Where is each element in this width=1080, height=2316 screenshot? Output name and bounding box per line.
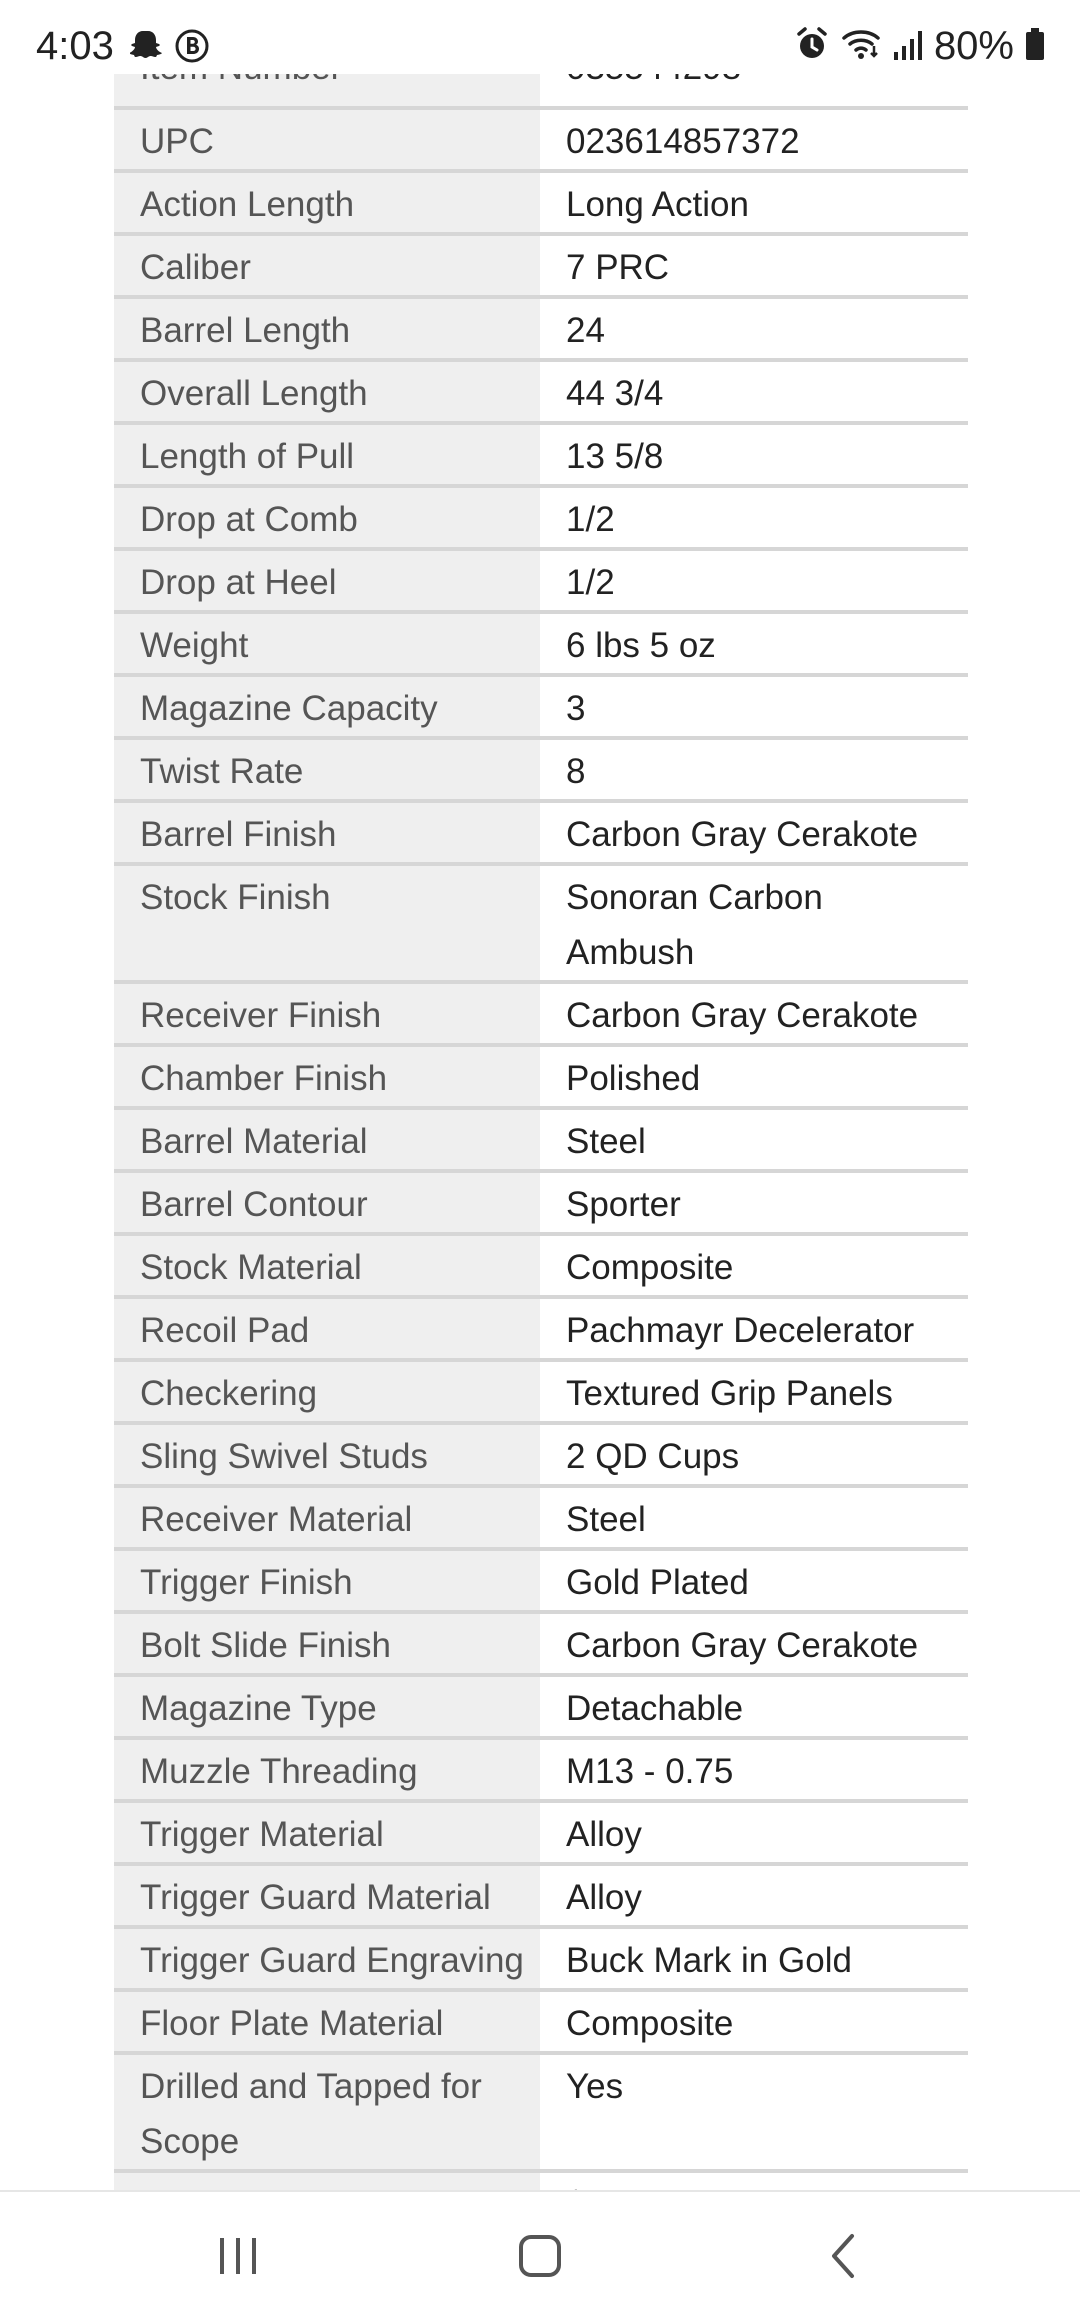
- spec-row-drop-at-comb: [114, 488, 968, 551]
- spec-row-chamber-finish: [114, 1047, 968, 1110]
- spec-row-barrel-length: [114, 299, 968, 362]
- spec-value: Composite: [540, 1992, 968, 2051]
- spec-row-receiver-material: [114, 1488, 968, 1551]
- spec-value: 13 5/8: [540, 425, 968, 484]
- spec-row-muzzle-threading: [114, 1740, 968, 1803]
- spec-value: Alloy: [540, 1803, 968, 1862]
- spec-value: Carbon Gray Cerakote: [540, 984, 968, 1043]
- spec-row-trigger-guard-engraving: [114, 1929, 968, 1992]
- spec-value: M13 - 0.75: [540, 1740, 968, 1799]
- spec-row-length-of-pull: [114, 425, 968, 488]
- spec-row-floor-plate-material: [114, 1992, 968, 2055]
- alarm-icon: [794, 26, 830, 67]
- spec-row-barrel-finish: [114, 803, 968, 866]
- spec-value: Sporter: [540, 1173, 968, 1232]
- spec-value: Yes: [540, 2055, 968, 2169]
- spec-row-overall-length: [114, 362, 968, 425]
- spec-row-trigger-finish: [114, 1551, 968, 1614]
- spec-label: Barrel Finish: [114, 803, 540, 862]
- status-time: 4:03: [36, 24, 114, 68]
- spec-row-stock-finish: [114, 866, 968, 984]
- spec-row-drilled-and-tapped: [114, 2055, 968, 2173]
- spec-value: Sonoran Carbon Ambush: [540, 866, 968, 980]
- spec-row-recoil-pad: [114, 1299, 968, 1362]
- status-right: [794, 22, 1046, 70]
- spec-value: Pachmayr Decelerator: [540, 1299, 968, 1358]
- battery-percent: 80%: [933, 24, 1014, 68]
- spec-value: 6 lbs 5 oz: [540, 614, 968, 673]
- spec-label: Magazine Type: [114, 1677, 540, 1736]
- spec-row-bolt-slide-finish: [114, 1614, 968, 1677]
- back-icon: [824, 2232, 864, 2285]
- spec-label: Muzzle Threading: [114, 1740, 540, 1799]
- spec-row-drop-at-heel: [114, 551, 968, 614]
- spec-row-magazine-capacity: [114, 677, 968, 740]
- spec-label: Trigger Guard Engraving: [114, 1929, 540, 1988]
- spec-row-caliber: [114, 236, 968, 299]
- recents-icon: [216, 2236, 260, 2281]
- back-button[interactable]: [804, 2218, 884, 2298]
- spec-value: 023614857372: [540, 110, 968, 169]
- spec-label: Stock Material: [114, 1236, 540, 1295]
- spec-label: Trigger Finish: [114, 1551, 540, 1610]
- spec-value: Carbon Gray Cerakote: [540, 803, 968, 862]
- spec-row-upc: [114, 110, 968, 173]
- spec-row-stock-material: [114, 1236, 968, 1299]
- spec-row-barrel-contour: [114, 1173, 968, 1236]
- spec-label: Trigger Material: [114, 1803, 540, 1862]
- home-icon: [518, 2234, 562, 2283]
- spec-value: Buck Mark in Gold: [540, 1929, 968, 1988]
- spec-label: Recoil Pad: [114, 1299, 540, 1358]
- spec-row-trigger-material: [114, 1803, 968, 1866]
- recents-button[interactable]: [198, 2218, 278, 2298]
- spec-value: 44 3/4: [540, 362, 968, 421]
- spec-label: Sling Swivel Studs: [114, 1425, 540, 1484]
- spec-row-receiver-finish: [114, 984, 968, 1047]
- b-badge-icon: [174, 28, 210, 69]
- spec-table: [114, 50, 968, 2236]
- spec-label: Caliber: [114, 236, 540, 295]
- wifi-icon: [840, 26, 882, 67]
- spec-value: Composite: [540, 1236, 968, 1295]
- spec-value: Polished: [540, 1047, 968, 1106]
- spec-value: 1/2: [540, 551, 968, 610]
- spec-label: Floor Plate Material: [114, 1992, 540, 2051]
- spec-label: Action Length: [114, 173, 540, 232]
- spec-value: Gold Plated: [540, 1551, 968, 1610]
- spec-row-barrel-material: [114, 1110, 968, 1173]
- spec-value: Steel: [540, 1488, 968, 1547]
- spec-label: Weight: [114, 614, 540, 673]
- spec-value: 1/2: [540, 488, 968, 547]
- system-nav-bar: [0, 2190, 1080, 2316]
- spec-value: 3: [540, 677, 968, 736]
- spec-value: 2 QD Cups: [540, 1425, 968, 1484]
- status-bar: [0, 0, 1080, 74]
- spec-value: Alloy: [540, 1866, 968, 1925]
- spec-label: Magazine Capacity: [114, 677, 540, 736]
- home-button[interactable]: [500, 2218, 580, 2298]
- spec-label: Twist Rate: [114, 740, 540, 799]
- spec-value: 8: [540, 740, 968, 799]
- spec-label: Barrel Material: [114, 1110, 540, 1169]
- spec-value: Long Action: [540, 173, 968, 232]
- spec-label: Trigger Guard Material: [114, 1866, 540, 1925]
- spec-value: Carbon Gray Cerakote: [540, 1614, 968, 1673]
- spec-label: Barrel Contour: [114, 1173, 540, 1232]
- spec-row-weight: [114, 614, 968, 677]
- spec-label: Checkering: [114, 1362, 540, 1421]
- spec-label: Chamber Finish: [114, 1047, 540, 1106]
- notification-icons: [130, 28, 210, 69]
- battery-icon: [1024, 26, 1046, 67]
- spec-value: 24: [540, 299, 968, 358]
- spec-label: UPC: [114, 110, 540, 169]
- spec-label: Drilled and Tapped for Scope: [114, 2055, 540, 2169]
- spec-label: Barrel Length: [114, 299, 540, 358]
- spec-label: Stock Finish: [114, 866, 540, 980]
- spec-row-checkering: [114, 1362, 968, 1425]
- spec-label: Overall Length: [114, 362, 540, 421]
- spec-row-twist-rate: [114, 740, 968, 803]
- spec-label: Bolt Slide Finish: [114, 1614, 540, 1673]
- spec-value: Detachable: [540, 1677, 968, 1736]
- spec-label: Length of Pull: [114, 425, 540, 484]
- spec-label: Receiver Material: [114, 1488, 540, 1547]
- spec-value: 7 PRC: [540, 236, 968, 295]
- spec-value: Steel: [540, 1110, 968, 1169]
- spec-row-trigger-guard-material: [114, 1866, 968, 1929]
- spec-label: Drop at Comb: [114, 488, 540, 547]
- spec-value: Textured Grip Panels: [540, 1362, 968, 1421]
- spec-row-sling-swivel-studs: [114, 1425, 968, 1488]
- spec-label: Receiver Finish: [114, 984, 540, 1043]
- snapchat-icon: [130, 28, 166, 69]
- spec-row-action-length: [114, 173, 968, 236]
- signal-icon: [892, 26, 924, 67]
- spec-row-magazine-type: [114, 1677, 968, 1740]
- spec-label: Drop at Heel: [114, 551, 540, 610]
